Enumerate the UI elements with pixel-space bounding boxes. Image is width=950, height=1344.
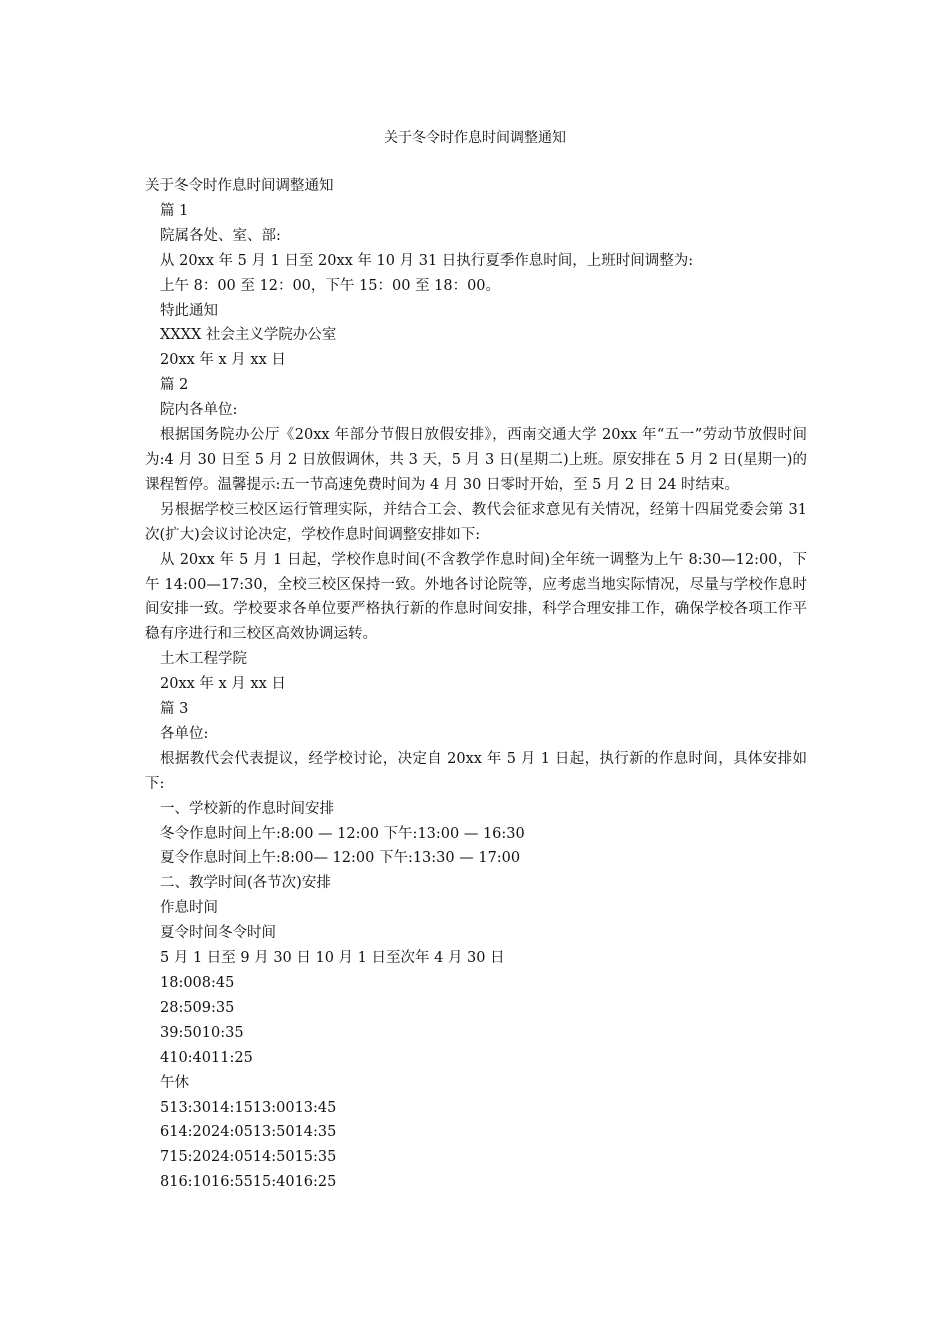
paragraph: 5 月 1 日至 9 月 30 日 10 月 1 日至次年 4 月 30 日 [160,950,505,967]
paragraph: XXXX 社会主义学院办公室 [160,327,337,344]
paragraph: 篇 1 [160,202,189,219]
paragraph: 根据教代会代表提议，经学校讨论，决定自 20xx 年 5 月 1 日起，执行新的作息时间，具体安排如下: [145,750,807,792]
paragraph: 土木工程学院 [160,651,247,668]
paragraph: 院内各单位: [160,402,238,419]
paragraph: 715:2024:0514:5015:35 [160,1149,337,1166]
paragraph: 上午 8：00 至 12：00，下午 15：00 至 18：00。 [160,277,501,294]
paragraph: 篇 3 [160,701,189,718]
paragraph: 从 20xx 年 5 月 1 日至 20xx 年 10 月 31 日执行夏季作息时间，上班时间调整为: [160,252,694,269]
paragraph: 特此通知 [160,302,218,319]
paragraph: 根据国务院办公厅《20xx 年部分节假日放假安排》，西南交通大学 20xx 年“五一”劳动节放假时间为:4 月 30 日至 5 月 2 日放假调休，共 3 天，5 月 3 日(星期二)上班。原安排在 5 月 2 日(星期一)的课程暂停。温馨提示:五一节高速免费时间为 4 月 30 日零时开始，至 5 月 2 日 24 时结束。 [145,427,807,493]
paragraph: 二、教学时间(各节次)安排 [160,875,331,892]
paragraph: 816:1016:5515:4016:25 [160,1174,337,1191]
paragraph: 一、学校新的作息时间安排 [160,800,334,817]
document-title: 关于冬令时作息时间调整通知 [384,130,566,146]
paragraph: 夏令作息时间上午:8:00— 12:00 下午:13:30 — 17:00 [160,850,521,867]
paragraph: 从 20xx 年 5 月 1 日起，学校作息时间(不含教学作息时间)全年统一调整为上午 8:30—12:00，下午 14:00—17:30，全校三校区保持一致。外地各讨论院等，应考虑当地实际情况，尽量与学校作息时间安排一致。学校要求各单位要严格执行新的作息时间安排，科学合理安排工作，确保学校各项工作平稳有序进行和三校区高效协调运转。 [145,551,807,643]
paragraph: 28:509:35 [160,999,235,1016]
paragraph: 614:2024:0513:5014:35 [160,1124,337,1141]
paragraph: 各单位: [160,725,209,742]
document-heading: 关于冬令时作息时间调整通知 [145,178,334,194]
document-body [145,174,807,1195]
paragraph: 篇 2 [160,377,189,394]
paragraph: 另根据学校三校区运行管理实际，并结合工会、教代会征求意见有关情况，经第十四届党委会第 31 次(扩大)会议讨论决定，学校作息时间调整安排如下: [145,501,807,543]
paragraph: 20xx 年 x 月 xx 日 [160,676,286,693]
paragraph: 午休 [160,1074,189,1091]
paragraph: 冬令作息时间上午:8:00 — 12:00 下午:13:00 — 16:30 [160,825,525,842]
paragraph: 410:4011:25 [160,1049,253,1066]
paragraph: 513:3014:1513:0013:45 [160,1099,337,1116]
paragraph: 18:008:45 [160,975,235,991]
paragraph: 作息时间 [160,900,218,917]
paragraph: 39:5010:35 [160,1024,244,1041]
paragraph: 院属各处、室、部: [160,227,281,244]
paragraph: 20xx 年 x 月 xx 日 [160,352,286,369]
paragraph: 夏令时间冬令时间 [160,925,276,942]
